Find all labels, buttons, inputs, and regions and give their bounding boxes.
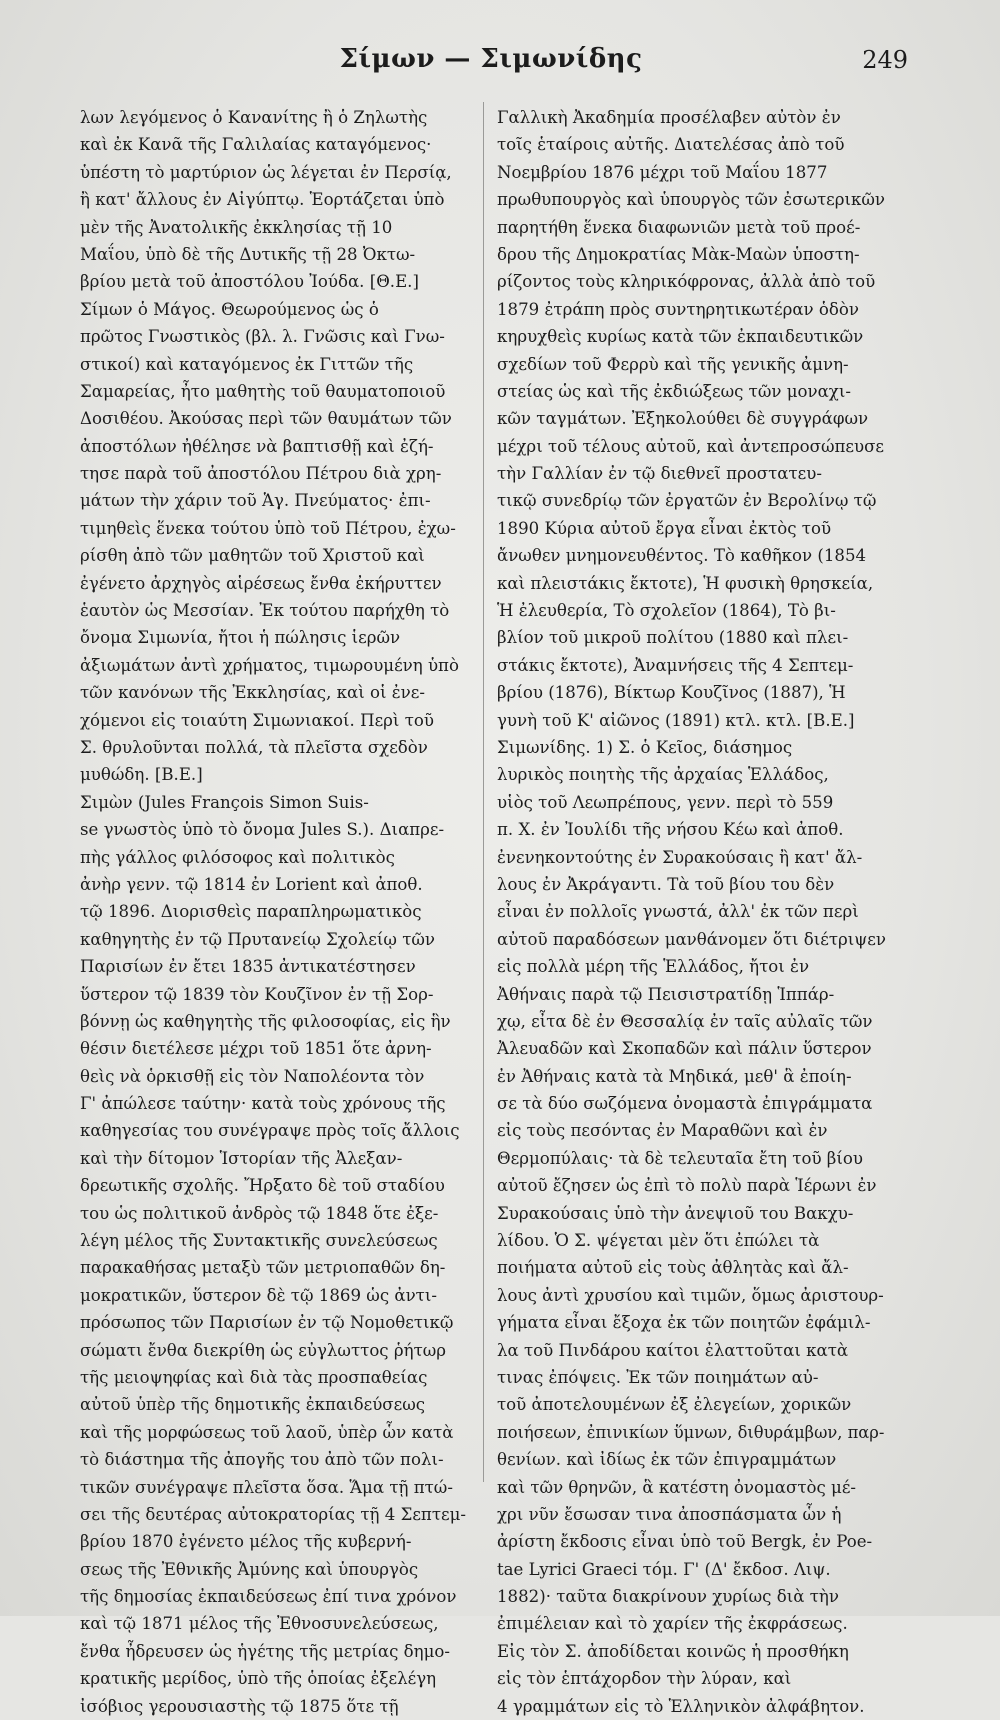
text-line: τικῶν συνέγραψε πλεῖστα ὅσα. Ἅμα τῇ πτώ- (80, 1477, 453, 1497)
page-number: 249 (862, 46, 908, 74)
text-line: σεως τῆς Ἐθνικῆς Ἀμύνης καὶ ὑπουργὸς (80, 1559, 419, 1579)
text-line: ἐγένετο ἀρχηγὸς αἱρέσεως ἔνθα ἐκήρυττεν (80, 573, 442, 593)
text-line: ἰσόβιος γερουσιαστὴς τῷ 1875 ὅτε τῇ (80, 1696, 399, 1716)
text-line: λα τοῦ Πινδάρου καίτοι ἐλαττοῦται κατὰ (497, 1340, 849, 1360)
text-line: κῶν ταγμάτων. Ἐξηκολούθει δὲ συγγράφων (497, 409, 869, 429)
text-line: θενίων. καὶ ἰδίως ἐκ τῶν ἐπιγραμμάτων (497, 1450, 837, 1470)
text-line: πρόσωπος τῶν Παρισίων ἐν τῷ Νομοθετικῷ (80, 1313, 454, 1333)
text-line: ρίσθη ἀπὸ τῶν μαθητῶν τοῦ Χριστοῦ καὶ (80, 546, 425, 566)
text-line: μέχρι τοῦ τέλους αὐτοῦ, καὶ ἀντεπροσώπευσε (497, 436, 884, 456)
text-line: καὶ πλειστάκις ἔκτοτε), Ἡ φυσικὴ θρησκεία, (497, 573, 874, 593)
text-line: τῆς δημοσίας ἐκπαιδεύσεως ἐπί τινα χρόνον (80, 1587, 457, 1607)
text-line: χῳ, εἶτα δὲ ἐν Θεσσαλίᾳ ἐν ταῖς αὐλαῖς τῶν (497, 1011, 873, 1031)
text-line: Σ. θρυλοῦνται πολλά, τὰ πλεῖστα σχεδὸν (80, 737, 428, 757)
text-line: καὶ τῷ 1871 μέλος τῆς Ἐθνοσυνελεύσεως, (80, 1614, 439, 1634)
text-line: εἶναι ἐν πολλοῖς γνωστά, ἀλλ' ἐκ τῶν περὶ (497, 902, 859, 922)
text-line: καὶ τῆς μορφώσεως τοῦ λαοῦ, ὑπὲρ ὧν κατὰ (80, 1422, 454, 1442)
text-line: ἔνθα ἦδρευσεν ὡς ἡγέτης τῆς μετρίας δημο- (80, 1641, 450, 1661)
text-line: μυθώδη. [Β.Ε.] (80, 765, 203, 785)
text-line: σε τὰ δύο σωζόμενα ὀνομαστὰ ἐπιγράμματα (497, 1094, 873, 1114)
text-line: βρίου (1876), Βίκτωρ Κουζῖνος (1887), Ἡ (497, 683, 846, 703)
text-line: ἀνὴρ γενν. τῷ 1814 ἐν Lorient καὶ ἀποθ. (80, 874, 423, 894)
text-line: λους ἐν Ἀκράγαντι. Τὰ τοῦ βίου του δὲν (497, 874, 835, 894)
text-line: λυρικὸς ποιητὴς τῆς ἀρχαίας Ἑλλάδος, (497, 765, 829, 785)
text-line: ἐπιμέλειαν καὶ τὸ χαρίεν τῆς ἐκφράσεως. (497, 1614, 848, 1634)
text-line: πὴς γάλλος φιλόσοφος καὶ πολιτικὸς (80, 847, 395, 867)
text-line: μάτων τὴν χάριν τοῦ Ἁγ. Πνεύματος· ἐπι- (80, 491, 431, 511)
text-line: αὐτοῦ παραδόσεων μανθάνομεν ὅτι διέτριψεν (497, 929, 886, 949)
text-line: τὴν Γαλλίαν ἐν τῷ διεθνεῖ προστατευ- (497, 464, 822, 484)
text-line: δρου τῆς Δημοκρατίας Μὰκ-Μαὼν ὑποστη- (497, 244, 860, 264)
column-divider (483, 102, 484, 1482)
text-line: καὶ τῶν θρηνῶν, ἃ κατέστη ὀνομαστὸς μέ- (497, 1477, 857, 1497)
text-line: tae Lyrici Graeci τόμ. Γ' (Δ' ἔκδοσ. Λιψ. (497, 1559, 831, 1579)
text-line: θεὶς νὰ ὁρκισθῇ εἰς τὸν Ναπολέοντα τὸν (80, 1066, 425, 1086)
text-line: se γνωστὸς ὑπὸ τὸ ὄνομα Jules S.). Διαπρε- (80, 820, 445, 840)
text-line: τοῖς ἑταίροις αὐτῆς. Διατελέσας ἀπὸ τοῦ (497, 135, 845, 155)
text-line: ὕστερον τῷ 1839 τὸν Κουζῖνον ἐν τῇ Σορ- (80, 984, 434, 1004)
text-line: Ἀλευαδῶν καὶ Σκοπαδῶν καὶ πάλιν ὕστερον (497, 1039, 872, 1059)
text-line: παρακαθήσας μεταξὺ τῶν μετριοπαθῶν δη- (80, 1258, 446, 1278)
text-line: τὸ διάστημα τῆς ἀπογῆς του ἀπὸ τῶν πολι- (80, 1450, 444, 1470)
text-line: 1890 Κύρια αὐτοῦ ἔργα εἶναι ἐκτὸς τοῦ (497, 518, 832, 538)
text-line: ρίζοντος τοὺς κληρικόφρονας, ἀλλὰ ἀπὸ τοῦ (497, 272, 876, 292)
text-line: μὲν τῆς Ἀνατολικῆς ἐκκλησίας τῇ 10 (80, 217, 393, 237)
text-line: καὶ τὴν δίτομον Ἱστορίαν τῆς Ἀλεξαν- (80, 1148, 403, 1168)
text-line: κρατικῆς μερίδος, ὑπὸ τῆς ὁποίας ἐξελέγη (80, 1669, 437, 1689)
text-line: βόννῃ ὡς καθηγητὴς τῆς φιλοσοφίας, εἰς ἣν (80, 1011, 451, 1031)
text-line: Γ' ἀπώλεσε ταύτην· κατὰ τοὺς χρόνους τῆς (80, 1094, 446, 1114)
text-line: 1882)· ταῦτα διακρίνουν χυρίως διὰ τὴν (497, 1587, 839, 1607)
text-line: ἀξιωμάτων ἀντὶ χρήματος, τιμωρουμένη ὑπὸ (80, 655, 459, 675)
text-line: μοκρατικῶν, ὕστερον δὲ τῷ 1869 ὡς ἀντι- (80, 1285, 437, 1305)
text-line: βρίου μετὰ τοῦ ἀποστόλου Ἰούδα. [Θ.Ε.] (80, 272, 419, 292)
text-line: Δοσιθέου. Ἀκούσας περὶ τῶν θαυμάτων τῶν (80, 409, 452, 429)
text-line: ἑαυτὸν ὡς Μεσσίαν. Ἐκ τούτου παρήχθη τὸ (80, 601, 450, 621)
running-head: Σίμων — Σιμωνίδης (339, 44, 643, 74)
text-line: τικῷ συνεδρίῳ τῶν ἐργατῶν ἐν Βερολίνῳ τῷ (497, 491, 877, 511)
left-column (80, 104, 472, 1720)
entry-start-line: Σίμων ὁ Μάγος. Θεωρούμενος ὡς ὁ (80, 299, 379, 319)
text-line: 1879 ἐτράπη πρὸς συντηρητικωτέραν ὁδὸν (497, 299, 859, 319)
text-line: κηρυχθεὶς κυρίως κατὰ τῶν ἐκπαιδευτικῶν (497, 327, 864, 347)
text-line: Μαΐου, ὑπὸ δὲ τῆς Δυτικῆς τῇ 28 Ὀκτω- (80, 244, 416, 264)
text-line: τῶν κανόνων τῆς Ἐκκλησίας, καὶ οἱ ἐνε- (80, 683, 425, 703)
text-line: χόμενοι εἰς τοιαύτη Σιμωνιακοί. Περὶ τοῦ (80, 710, 434, 730)
text-line: Παρισίων ἐν ἔτει 1835 ἀντικατέστησεν (80, 957, 416, 977)
text-line: Σαμαρείας, ἦτο μαθητὴς τοῦ θαυματοποιοῦ (80, 381, 446, 401)
right-column (497, 104, 889, 1720)
entry-start-line: Σιμὼν (Jules François Simon Suis- (80, 792, 369, 812)
text-line: Ἡ ἐλευθερία, Τὸ σχολεῖον (1864), Τὸ βι- (497, 601, 836, 621)
text-line: Συρακούσαις ὑπὸ τὴν ἀνεψιοῦ του Βακχυ- (497, 1203, 854, 1223)
text-line: υἱὸς τοῦ Λεωπρέπους, γενν. περὶ τὸ 559 (497, 792, 834, 812)
text-line: 4 γραμμάτων εἰς τὸ Ἑλληνικὸν ἀλφάβητον. (497, 1696, 865, 1716)
text-line: πρῶτος Γνωστικὸς (βλ. λ. Γνῶσις καὶ Γνω- (80, 327, 445, 347)
text-line: εἰς τοὺς πεσόντας ἐν Μαραθῶνι καὶ ἐν (497, 1121, 828, 1141)
text-line: βλίον τοῦ μικροῦ πολίτου (1880 καὶ πλει- (497, 628, 849, 648)
text-line: θέσιν διετέλεσε μέχρι τοῦ 1851 ὅτε ἀρνη- (80, 1039, 432, 1059)
text-line: καὶ ἐκ Κανᾶ τῆς Γαλιλαίας καταγόμενος· (80, 135, 432, 155)
text-line: ἢ κατ' ἄλλους ἐν Αἰγύπτῳ. Ἑορτάζεται ὑπὸ (80, 190, 445, 210)
text-line: Γαλλικὴ Ἀκαδημία προσέλαβεν αὐτὸν ἐν (497, 108, 841, 127)
text-line: ἐνενηκοντούτης ἐν Συρακούσαις ἢ κατ' ἄλ- (497, 847, 863, 867)
text-line: Εἰς τὸν Σ. ἀποδίδεται κοινῶς ἡ προσθήκη (497, 1641, 849, 1661)
text-line: λους ἀντὶ χρυσίου καὶ τιμῶν, ὅμως ἀριστουρ- (497, 1285, 884, 1305)
text-line: Ἀθήναις παρὰ τῷ Πεισιστρατίδῃ Ἱππάρ- (497, 984, 835, 1004)
text-line: εἰς πολλὰ μέρη τῆς Ἑλλάδος, ἤτοι ἐν (497, 957, 810, 977)
text-line: του ὡς πολιτικοῦ ἀνδρὸς τῷ 1848 ὅτε ἐξε- (80, 1203, 439, 1223)
text-line: αὐτοῦ ἔζησεν ὡς ἐπὶ τὸ πολὺ παρὰ Ἱέρωνι ἐν (497, 1176, 877, 1196)
text-line: λων λεγόμενος ὁ Κανανίτης ἢ ὁ Ζηλωτὴς (80, 108, 428, 127)
text-line: Θερμοπύλαις· τὰ δὲ τελευταῖα ἔτη τοῦ βίου (497, 1148, 863, 1168)
text-line: στικοί) καὶ καταγόμενος ἐκ Γιττῶν τῆς (80, 354, 414, 374)
entry-start-line: Σιμωνίδης. 1) Σ. ὁ Κεῖος, διάσημος (497, 737, 793, 757)
text-line: τινας ἐπόψεις. Ἐκ τῶν ποιημάτων αὐ- (497, 1367, 819, 1387)
text-line: βρίου 1870 ἐγένετο μέλος τῆς κυβερνή- (80, 1532, 412, 1552)
text-line: καθηγητὴς ἐν τῷ Πρυτανείῳ Σχολείῳ τῶν (80, 929, 436, 949)
text-line: σει τῆς δευτέρας αὐτοκρατορίας τῇ 4 Σεπτεμ- (80, 1504, 467, 1524)
text-line: εἰς τὸν ἑπτάχορδον τὴν λύραν, καὶ (497, 1669, 792, 1689)
text-line: π. Χ. ἐν Ἰουλίδι τῆς νήσου Κέω καὶ ἀποθ. (497, 820, 844, 840)
text-line: γυνὴ τοῦ Κ' αἰῶνος (1891) κτλ. κτλ. [Β.Ε.] (497, 710, 855, 730)
text-line: στάκις ἔκτοτε), Ἀναμνήσεις τῆς 4 Σεπτεμ- (497, 655, 854, 675)
text-line: ὑπέστη τὸ μαρτύριον ὡς λέγεται ἐν Περσίᾳ, (80, 162, 452, 182)
text-line: ἄνωθεν μνημονευθέντος. Τὸ καθῆκον (1854 (497, 546, 867, 566)
text-line: Νοεμβρίου 1876 μέχρι τοῦ Μαΐου 1877 (497, 162, 828, 182)
text-line: χρι νῦν ἔσωσαν τινα ἀποσπάσματα ὧν ἡ (497, 1504, 842, 1524)
text-line: ὄνομα Σιμωνία, ἤτοι ἡ πώλησις ἱερῶν (80, 628, 401, 648)
text-line: γήματα εἶναι ἔξοχα ἐκ τῶν ποιητῶν ἐφάμιλ- (497, 1313, 871, 1333)
text-line: σχεδίων τοῦ Φερρὺ καὶ τῆς γενικῆς ἀμνη- (497, 354, 849, 374)
text-line: αὐτοῦ ὑπὲρ τῆς δημοτικῆς ἐκπαιδεύσεως (80, 1395, 426, 1415)
text-line: τιμηθεὶς ἕνεκα τούτου ὑπὸ τοῦ Πέτρου, ἐχω- (80, 518, 456, 538)
text-line: τησε παρὰ τοῦ ἀποστόλου Πέτρου διὰ χρη- (80, 464, 442, 484)
text-line: σώματι ἔνθα διεκρίθη ὡς εὐγλωττος ῥήτωρ (80, 1340, 447, 1360)
text-line: παρητήθη ἕνεκα διαφωνιῶν μετὰ τοῦ προέ- (497, 217, 861, 237)
text-line: λέγη μέλος τῆς Συντακτικῆς συνελεύσεως (80, 1231, 438, 1251)
text-line: τοῦ ἀποτελουμένων ἐξ ἐλεγείων, χορικῶν (497, 1395, 852, 1415)
text-line: τῷ 1896. Διορισθεὶς παραπληρωματικὸς (80, 902, 422, 922)
text-line: στείας ὡς καὶ τῆς ἐκδιώξεως τῶν μοναχι- (497, 381, 851, 401)
page-header (82, 44, 908, 84)
text-line: ἀποστόλων ἠθέλησε νὰ βαπτισθῇ καὶ ἐζή- (80, 436, 434, 456)
text-line: λίδου. Ὁ Σ. ψέγεται μὲν ὅτι ἐπώλει τὰ (497, 1231, 820, 1251)
text-line: καθηγεσίας του συνέγραψε πρὸς τοῖς ἄλλοις (80, 1121, 460, 1141)
text-line: ἀρίστη ἔκδοσις εἶναι ὑπὸ τοῦ Bergk, ἐν Poe- (497, 1532, 873, 1552)
text-line: ποιήσεων, ἐπινικίων ὕμνων, διθυράμβων, παρ- (497, 1422, 885, 1442)
text-line: πρωθυπουργὸς καὶ ὑπουργὸς τῶν ἐσωτερικῶν (497, 190, 886, 210)
text-line: τῆς μειοψηφίας καὶ διὰ τὰς προσπαθείας (80, 1367, 428, 1387)
text-line: ποιήματα αὐτοῦ εἰς τοὺς ἀθλητὰς καὶ ἄλ- (497, 1258, 849, 1278)
text-line: ἐν Ἀθήναις κατὰ τὰ Μηδικά, μεθ' ἃ ἐποίη- (497, 1066, 852, 1086)
text-line: δρεωτικῆς σχολῆς. Ἤρξατο δὲ τοῦ σταδίου (80, 1176, 445, 1196)
